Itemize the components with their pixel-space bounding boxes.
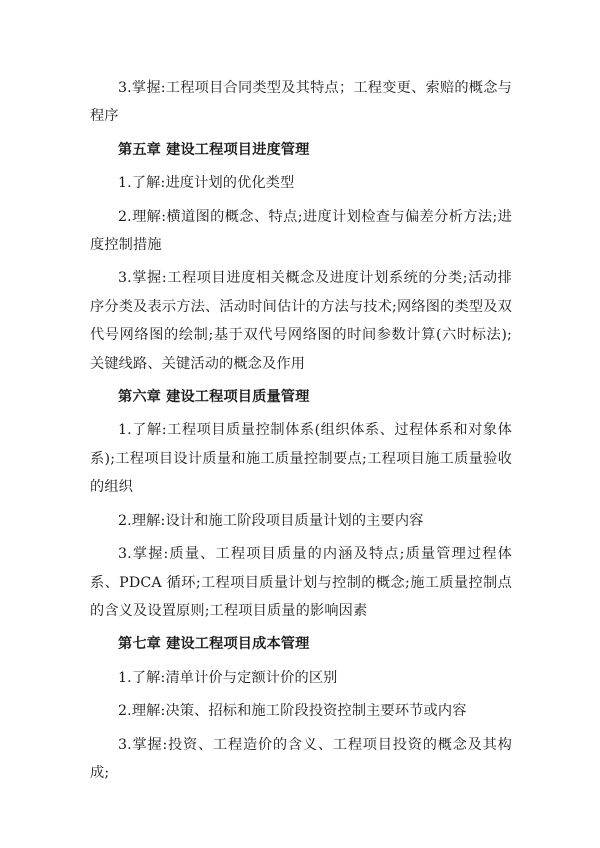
paragraph-ch6-master: 3.掌握:质量、工程项目质量的内涵及特点;质量管理过程体系、PDCA 循环;工程项目质量计划与控制的概念;施工质量控制点的含义及设置原则;工程项目质量的影响因素 — [90, 546, 512, 619]
paragraph-ch7-understand-basic: 1.了解:清单计价与定额计价的区别 — [118, 669, 338, 686]
paragraph-ch5-comprehend: 2.理解:横道图的概念、特点;进度计划检查与偏差分析方法;进度控制措施 — [90, 208, 512, 254]
chapter-6-heading: 第六章 建设工程项目质量管理 — [118, 389, 310, 406]
paragraph-ch4-master: 3.掌握:工程项目合同类型及其特点；工程变更、索赔的概念与程序 — [90, 80, 512, 125]
paragraph-ch7-comprehend: 2.理解:决策、招标和施工阶段投资控制主要环节或内容 — [118, 703, 467, 720]
paragraph-ch6-comprehend: 2.理解:设计和施工阶段项目质量计划的主要内容 — [118, 512, 424, 529]
chapter-7-heading: 第七章 建设工程项目成本管理 — [118, 636, 310, 653]
paragraph-ch5-understand-basic: 1.了解:进度计划的优化类型 — [118, 175, 295, 192]
chapter-5-heading: 第五章 建设工程项目进度管理 — [118, 141, 310, 158]
paragraph-ch7-master: 3.掌握:投资、工程造价的含义、工程项目投资的概念及其构成; — [90, 736, 512, 781]
paragraph-ch6-understand-basic: 1.了解:工程项目质量控制体系(组织体系、过程体系和对象体系);工程项目设计质量和施工质量控制要点;工程项目施工质量验收的组织 — [90, 422, 512, 496]
paragraph-ch5-master: 3.掌握:工程项目进度相关概念及进度计划系统的分类;活动排序分类及表示方法、活动时间估计的方法与技术;网络图的类型及双代号网络图的绘制;基于双代号网络图的时间参数计算(六时标法);关键线路、关键活动的概念及作用 — [90, 270, 512, 372]
